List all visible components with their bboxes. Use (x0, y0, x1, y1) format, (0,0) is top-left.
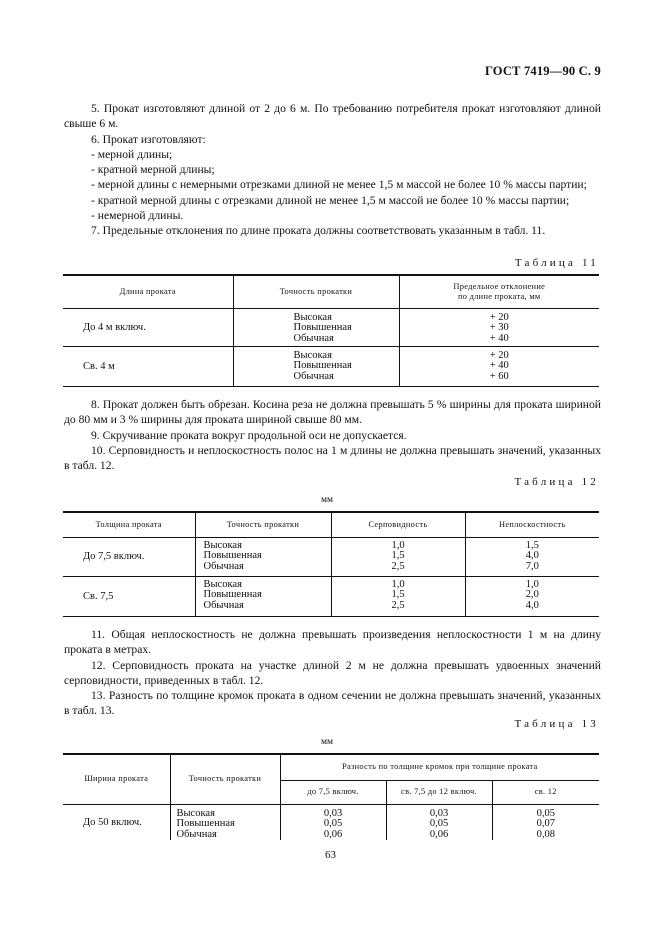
page-number: 63 (325, 849, 336, 861)
text-block-2 (64, 397, 601, 473)
accuracy-value: Повышенная (203, 550, 262, 562)
flatness-value: 1,0 (525, 578, 539, 590)
table-12-caption: Таблица 12 (514, 476, 599, 488)
paragraph-13: 13. Разность по толщине кромок проката в одном сечении не должна превышать значений, указанных в табл. 13. (64, 689, 601, 718)
value: 0,07 (536, 818, 555, 830)
col-header-group: Разность по толщине кромок при толщине проката (280, 754, 599, 780)
col-header-accuracy: Точность прокатки (195, 512, 331, 537)
row-length: До 4 м включ. (63, 308, 233, 346)
table-11-caption: Таблица 11 (514, 257, 599, 269)
accuracy-value: Обычная (203, 599, 244, 611)
col-header-width: Ширина проката (63, 754, 170, 804)
accuracy-value: Повышенная (293, 322, 352, 334)
row-width: До 50 включ. (83, 816, 142, 828)
deviation-value: + 20 (489, 311, 509, 323)
flatness-value: 4,0 (525, 599, 539, 611)
text-block-1 (64, 101, 601, 239)
table-row (63, 576, 599, 616)
col-header-flatness: Неплоскостность (465, 512, 599, 537)
camber-value: 1,5 (391, 589, 405, 601)
value: 0,05 (536, 807, 555, 819)
paragraph-10: 10. Серповидность и неплоскостность полос на 1 м длины не должна превышать значений, указанных в табл. 12. (64, 443, 601, 473)
list-item: - мерной длины с немерными отрезками длиной не менее 1,5 м массой не более 10 % массы партии; (91, 178, 587, 192)
paragraph-12: 12. Серповидность проката на участке длиной 2 м не должна превышать удвоенных значений серповидности, приведенных в табл. 12. (64, 658, 601, 687)
accuracy-value: Повышенная (293, 360, 352, 372)
accuracy-value: Высокая (293, 311, 332, 323)
table-13-unit: мм (321, 737, 334, 747)
paragraph-6: 6. Прокат изготовляют: (91, 132, 206, 146)
table-13 (63, 753, 599, 840)
col-header-accuracy: Точность прокатки (170, 754, 280, 804)
table-12-unit: мм (321, 495, 334, 505)
col-header-camber: Серповидность (331, 512, 465, 537)
col-header-accuracy: Точность прокатки (233, 275, 399, 308)
paragraph-11: 11. Общая неплоскостность не должна превышать произведения неплоскостности 1 м на длину проката в метрах. (64, 628, 601, 657)
list-item: - кратной мерной длины; (91, 163, 215, 177)
camber-value: 2,5 (391, 560, 405, 572)
accuracy-value: Высокая (203, 539, 242, 551)
row-thickness: Св. 7,5 (63, 576, 195, 616)
accuracy-value: Высокая (293, 349, 332, 361)
table-row (63, 346, 599, 386)
paragraph-7: 7. Предельные отклонения по длине проката должны соответствовать указанным в табл. 11. (91, 224, 546, 238)
accuracy-value: Высокая (176, 807, 215, 819)
paragraph-8: 8. Прокат должен быть обрезан. Косина реза не должна превышать 5 % ширины для проката шириной до 80 мм и 3 % ширины для проката шириной свыше 80 мм. (64, 398, 601, 427)
flatness-value: 2,0 (525, 589, 539, 601)
table-13-caption: Таблица 13 (514, 718, 599, 730)
table-row (63, 804, 599, 840)
text-block-3 (64, 627, 601, 719)
camber-value: 1,0 (391, 539, 405, 551)
page-header: ГОСТ 7419—90 С. 9 (484, 64, 601, 78)
paragraph-9: 9. Скручивание проката вокруг продольной оси не допускается. (91, 428, 407, 442)
col-header-sub-2: св. 7,5 до 12 включ. (386, 780, 492, 804)
deviation-value: + 40 (489, 332, 509, 344)
accuracy-value: Повышенная (203, 589, 262, 601)
col-header-length: Длина проката (63, 275, 233, 308)
flatness-value: 7,0 (525, 560, 539, 572)
col-header-thickness: Толщина проката (63, 512, 195, 537)
camber-value: 1,0 (391, 578, 405, 590)
row-thickness: До 7,5 включ. (63, 537, 195, 576)
accuracy-value: Высокая (203, 578, 242, 590)
row-length: Св. 4 м (63, 346, 233, 386)
deviation-value: + 20 (489, 349, 509, 361)
deviation-value: + 60 (489, 370, 509, 382)
deviation-value: + 40 (489, 360, 509, 372)
list-item: - немерной длины. (91, 209, 184, 223)
table-row (63, 537, 599, 576)
camber-value: 1,5 (391, 550, 405, 562)
paragraph-5: 5. Прокат изготовляют длиной от 2 до 6 м. По требованию потребителя прокат изготовляют длиной свыше 6 м. (64, 102, 601, 131)
value: 0,05 (429, 818, 449, 830)
camber-value: 2,5 (391, 599, 405, 611)
accuracy-value: Повышенная (176, 818, 235, 830)
col-header-sub-1: до 7,5 включ. (280, 780, 386, 804)
flatness-value: 1,5 (525, 539, 539, 551)
col-header-deviation: Предельное отклонение по длине проката, мм (399, 275, 599, 308)
table-row (63, 308, 599, 346)
value: 0,03 (429, 807, 449, 819)
value: 0,05 (323, 818, 343, 830)
value: 0,08 (536, 828, 555, 840)
accuracy-value: Обычная (203, 560, 244, 572)
value: 0,06 (429, 828, 449, 840)
flatness-value: 4,0 (525, 550, 539, 562)
list-item: - кратной мерной длины с отрезками длиной не менее 1,5 м массой не более 10 % массы партии; (91, 193, 570, 207)
col-header-sub-3: св. 12 (492, 780, 599, 804)
list-item: - мерной длины; (91, 147, 173, 161)
value: 0,03 (323, 807, 343, 819)
table-11 (63, 274, 599, 387)
accuracy-value: Обычная (293, 370, 334, 382)
accuracy-value: Обычная (176, 828, 217, 840)
deviation-value: + 30 (489, 322, 509, 334)
value: 0,06 (323, 828, 343, 840)
accuracy-value: Обычная (293, 332, 334, 344)
table-12 (63, 511, 599, 617)
